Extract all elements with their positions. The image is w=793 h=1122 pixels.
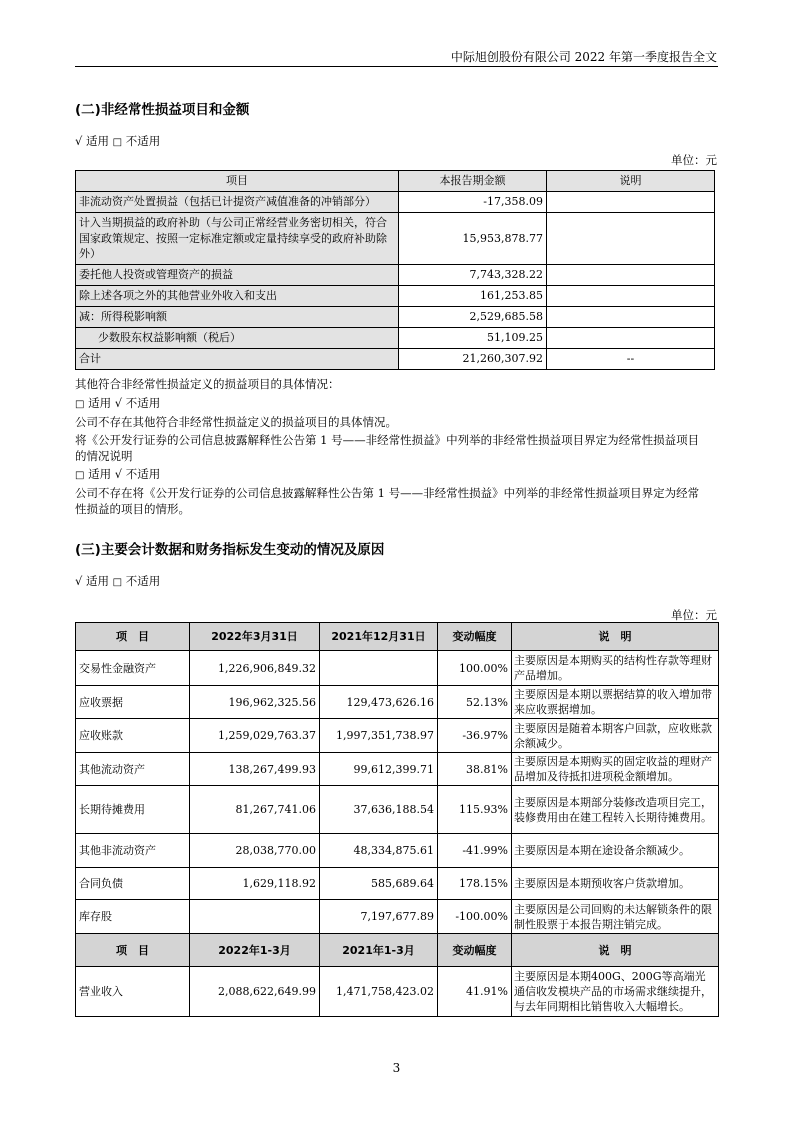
paragraph: 性损益的项目的情形。	[75, 502, 190, 516]
table-row: 合同负债 1,629,118.92 585,689.64 178.15% 主要原因是本期预收客户货款增加。	[76, 868, 719, 900]
table-row: 长期待摊费用 81,267,741.06 37,636,188.54 115.93% 主要原因是本期部分装修改造项目完工，装修费用由在建工程转入长期待摊费用。	[76, 786, 719, 834]
check-mark-icon: √	[75, 574, 83, 588]
col-header: 说明	[547, 171, 715, 192]
row-amount: 2,529,685.58	[399, 307, 547, 328]
check-mark-icon: √	[75, 134, 83, 148]
table-row	[76, 265, 715, 286]
table-row: 营业收入 2,088,622,649.99 1,471,758,423.02 41.91% 主要原因是本期400G、200G等高端光通信收发模块产品的市场需求继续提升，与去年同期相比销售收入大幅增长。	[76, 967, 719, 1017]
row-amount: 15,953,878.77	[399, 213, 547, 265]
table-row: 应收账款 1,259,029,763.37 1,997,351,738.97 -36.97% 主要原因是随着本期客户回款，应收账款余额减少。	[76, 719, 719, 753]
table-row-total	[76, 349, 715, 370]
checkbox-icon: □	[112, 577, 123, 588]
row-note	[547, 286, 715, 307]
row-amount: 21,260,307.92	[399, 349, 547, 370]
table-header-row	[76, 623, 719, 651]
checkbox-icon: □	[75, 470, 85, 481]
row-amount: 51,109.25	[399, 328, 547, 349]
row-item: 除上述各项之外的其他营业外收入和支出	[76, 286, 399, 307]
col-header: 2021年1-3月	[320, 934, 438, 967]
col-header: 说 明	[512, 623, 719, 651]
table-row	[76, 328, 715, 349]
applicable-line: □ 适用 √ 不适用	[75, 396, 161, 410]
table-row	[76, 307, 715, 328]
col-header: 2022年1-3月	[190, 934, 320, 967]
applicable-line: √ 适用 □ 不适用	[75, 574, 161, 588]
table-row	[76, 286, 715, 307]
unit-label: 单位：元	[671, 153, 717, 167]
table-row: 其他非流动资产 28,038,770.00 48,334,875.61 -41.99% 主要原因是本期在途设备余额减少。	[76, 834, 719, 868]
col-header: 项目	[76, 171, 399, 192]
section-title-nonrecurring: (二)非经常性损益项目和金额	[75, 102, 250, 118]
checkbox-icon: □	[75, 399, 85, 410]
row-item: 非流动资产处置损益（包括已计提资产减值准备的冲销部分）	[76, 192, 399, 213]
paragraph: 将《公开发行证券的公司信息披露解释性公告第 1 号——非经常性损益》中列举的非经常性损益项目界定为经常性损益项目	[75, 433, 700, 447]
row-item: 减：所得税影响额	[76, 307, 399, 328]
row-item: 委托他人投资或管理资产的损益	[76, 265, 399, 286]
col-header: 2021年12月31日	[320, 623, 438, 651]
col-header: 2022年3月31日	[190, 623, 320, 651]
row-note	[547, 192, 715, 213]
col-header: 项 目	[76, 623, 190, 651]
col-header: 项 目	[76, 934, 190, 967]
row-note	[547, 328, 715, 349]
row-amount: 7,743,328.22	[399, 265, 547, 286]
row-item: 合计	[76, 349, 399, 370]
unit-label: 单位：元	[671, 608, 717, 622]
check-mark-icon: √	[114, 467, 123, 481]
row-item: 计入当期损益的政府补助（与公司正常经营业务密切相关，符合国家政策规定、按照一定标准定额或定量持续享受的政府补助除外）	[76, 213, 399, 265]
paragraph: 其他符合非经常性损益定义的损益项目的具体情况：	[75, 377, 340, 391]
paragraph: 公司不存在将《公开发行证券的公司信息披露解释性公告第 1 号——非经常性损益》中列举的非经常性损益项目界定为经常	[75, 486, 700, 500]
row-amount: 161,253.85	[399, 286, 547, 307]
changes-table	[75, 622, 719, 1017]
checkbox-icon: □	[112, 137, 123, 148]
check-mark-icon: √	[114, 396, 123, 410]
page-number: 3	[392, 1061, 401, 1075]
row-note	[547, 307, 715, 328]
table-row: 交易性金融资产 1,226,906,849.32 100.00% 主要原因是本期购买的结构性存款等理财产品增加。	[76, 651, 719, 686]
applicable-line: √ 适用 □ 不适用	[75, 134, 161, 148]
row-note	[547, 213, 715, 265]
header-rule	[75, 66, 718, 67]
table-header-row	[76, 171, 715, 192]
col-header: 本报告期金额	[399, 171, 547, 192]
table-row: 应收票据 196,962,325.56 129,473,626.16 52.13% 主要原因是本期以票据结算的收入增加带来应收票据增加。	[76, 686, 719, 719]
table-row: 其他流动资产 138,267,499.93 99,612,399.71 38.81% 主要原因是本期购买的固定收益的理财产品增加及待抵扣进项税金额增加。	[76, 753, 719, 786]
row-note: --	[547, 349, 715, 370]
col-header: 变动幅度	[438, 623, 512, 651]
table-row	[76, 213, 715, 265]
table-row: 库存股 7,197,677.89 -100.00% 主要原因是公司回购的未达解锁条件的限制性股票于本报告期注销完成。	[76, 900, 719, 934]
row-note	[547, 265, 715, 286]
row-amount: -17,358.09	[399, 192, 547, 213]
page-header: 中际旭创股份有限公司 2022 年第一季度报告全文	[450, 50, 717, 64]
section-title-changes: (三)主要会计数据和财务指标发生变动的情况及原因	[75, 542, 385, 558]
paragraph: 公司不存在其他符合非经常性损益定义的损益项目的具体情况。	[75, 415, 397, 429]
row-item: 少数股东权益影响额（税后）	[76, 328, 399, 349]
col-header: 变动幅度	[438, 934, 512, 967]
col-header: 说 明	[512, 934, 719, 967]
table-row	[76, 192, 715, 213]
paragraph: 的情况说明	[75, 449, 133, 463]
applicable-line: □ 适用 √ 不适用	[75, 467, 161, 481]
table-header-row	[76, 934, 719, 967]
nonrecurring-table	[75, 170, 715, 370]
